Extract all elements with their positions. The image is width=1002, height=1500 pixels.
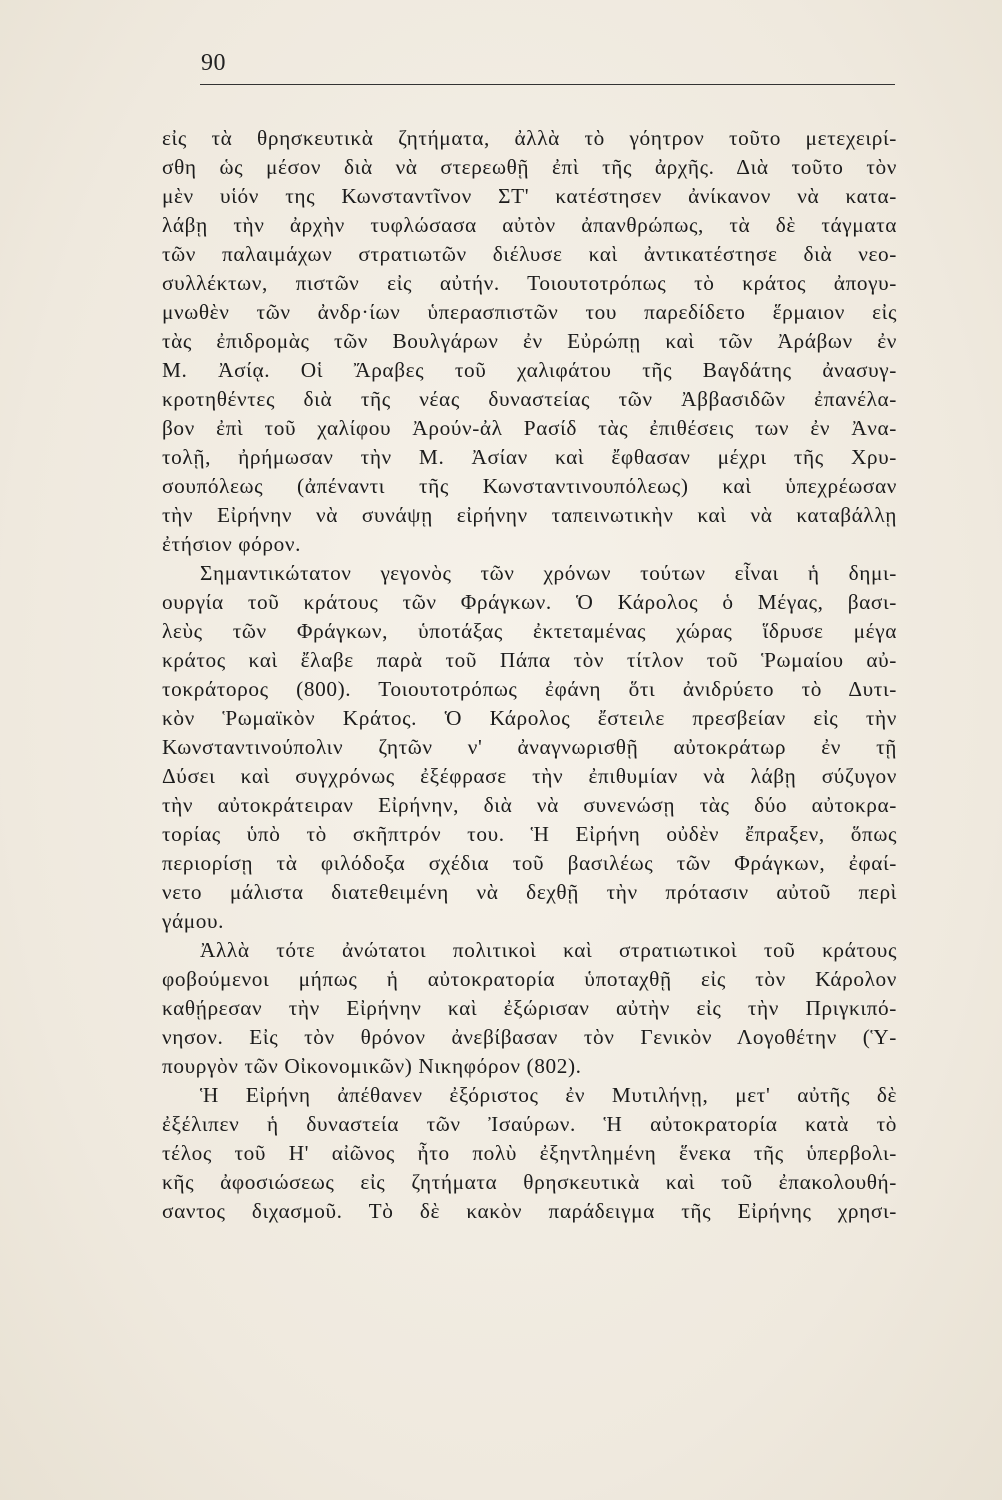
text-line: Δύσει καὶ συγχρόνως ἐξέφρασε τὴν ἐπιθυμίαν νὰ λάβῃ σύζυγον	[162, 764, 897, 788]
text-line: ουργία τοῦ κράτους τῶν Φράγκων. Ὁ Κάρολος ὁ Μέγας, βασι-	[162, 590, 897, 614]
text-line: Ἀλλὰ τότε ἀνώτατοι πολιτικοὶ καὶ στρατιωτικοὶ τοῦ κράτους	[200, 938, 897, 962]
text-line: γάμου.	[162, 909, 225, 933]
text-line: σαντος διχασμοῦ. Τὸ δὲ κακὸν παράδειγμα τῆς Εἰρήνης χρησι-	[162, 1199, 897, 1223]
text-line: λεὺς τῶν Φράγκων, ὑποτάξας ἐκτεταμένας χώρας ἵδρυσε μέγα	[162, 619, 897, 643]
text-line: κροτηθέντες διὰ τῆς νέας δυναστείας τῶν Ἀββασιδῶν ἐπανέλα-	[162, 387, 897, 411]
page-number: 90	[201, 50, 226, 76]
text-line: νησον. Εἰς τὸν θρόνον ἀνεβίβασαν τὸν Γενικὸν Λογοθέτην (Ὑ-	[162, 1025, 897, 1049]
text-line: τὴν αὐτοκράτειραν Εἰρήνην, διὰ νὰ συνενώσῃ τὰς δύο αὐτοκρα-	[162, 793, 897, 817]
paragraph-2	[162, 559, 897, 936]
text-line: τορίας ὑπὸ τὸ σκῆπτρόν του. Ἡ Εἰρήνη οὐδὲν ἔπραξεν, ὅπως	[162, 822, 897, 846]
text-line: τὰς ἐπιδρομὰς τῶν Βουλγάρων ἐν Εὐρώπῃ καὶ τῶν Ἀράβων ἐν	[162, 329, 897, 353]
text-line: σθη ὡς μέσον διὰ νὰ στερεωθῇ ἐπὶ τῆς ἀρχῆς. Διὰ τοῦτο τὸν	[162, 155, 897, 179]
text-line: Κωνσταντινούπολιν ζητῶν ν' ἀναγνωρισθῇ αὐτοκράτωρ ἐν τῇ	[162, 735, 897, 759]
text-line: συλλέκτων, πιστῶν εἰς αὐτήν. Τοιουτοτρόπως τὸ κράτος ἀπογυ-	[162, 271, 897, 295]
text-line: τοκράτορος (800). Τοιουτοτρόπως ἐφάνη ὅτι ἀνιδρύετο τὸ Δυτι-	[162, 677, 897, 701]
paragraph-3	[162, 936, 897, 1081]
text-line: ἐτήσιον φόρον.	[162, 532, 302, 556]
text-line: ἐξέλιπεν ἡ δυναστεία τῶν Ἰσαύρων. Ἡ αὐτοκρατορία κατὰ τὸ	[162, 1112, 897, 1136]
text-line: βον ἐπὶ τοῦ χαλίφου Ἀρούν-ἀλ Ρασίδ τὰς ἐπιθέσεις των ἐν Ἀνα-	[162, 416, 897, 440]
text-line: εἰς τὰ θρησκευτικὰ ζητήματα, ἀλλὰ τὸ γόητρον τοῦτο μετεχειρί-	[162, 126, 897, 150]
text-line: περιορίσῃ τὰ φιλόδοξα σχέδια τοῦ βασιλέως τῶν Φράγκων, ἐφαί-	[162, 851, 897, 875]
text-line: λάβῃ τὴν ἀρχὴν τυφλώσασα αὐτὸν ἀπανθρώπως, τὰ δὲ τάγματα	[162, 213, 897, 237]
text-line: κράτος καὶ ἔλαβε παρὰ τοῦ Πάπα τὸν τίτλον τοῦ Ῥωμαίου αὐ-	[162, 648, 897, 672]
text-line: φοβούμενοι μήπως ἡ αὐτοκρατορία ὑποταχθῇ εἰς τὸν Κάρολον	[162, 967, 897, 991]
header-rule	[200, 84, 895, 85]
paragraph-4	[162, 1081, 897, 1226]
text-line: μνωθὲν τῶν ἀνδρ·ίων ὑπερασπιστῶν του παρεδίδετο ἕρμαιον εἰς	[162, 300, 897, 324]
text-line: νετο μάλιστα διατεθειμένη νὰ δεχθῇ τὴν πρότασιν αὐτοῦ περὶ	[162, 880, 897, 904]
text-line: πουργὸν τῶν Οἰκονομικῶν) Νικηφόρον (802).	[162, 1054, 582, 1078]
body-text	[162, 124, 897, 1226]
text-line: καθῄρεσαν τὴν Εἰρήνην καὶ ἐξώρισαν αὐτὴν εἰς τὴν Πριγκιπό-	[162, 996, 897, 1020]
text-line: μὲν υἱόν της Κωνσταντῖνον ΣΤ' κατέστησεν ἀνίκανον νὰ κατα-	[162, 184, 897, 208]
text-line: κῆς ἀφοσιώσεως εἰς ζητήματα θρησκευτικὰ καὶ τοῦ ἐπακολουθή-	[162, 1170, 897, 1194]
text-line: Σημαντικώτατον γεγονὸς τῶν χρόνων τούτων εἶναι ἡ δημι-	[200, 561, 897, 585]
text-line: τολῇ, ἠρήμωσαν τὴν Μ. Ἀσίαν καὶ ἔφθασαν μέχρι τῆς Χρυ-	[162, 445, 897, 469]
paragraph-1	[162, 124, 897, 559]
text-line: τὴν Εἰρήνην νὰ συνάψῃ εἰρήνην ταπεινωτικὴν καὶ νὰ καταβάλλῃ	[162, 503, 897, 527]
text-line: κὸν Ῥωμαϊκὸν Κράτος. Ὁ Κάρολος ἔστειλε πρεσβείαν εἰς τὴν	[162, 706, 897, 730]
text-line: Ἡ Εἰρήνη ἀπέθανεν ἐξόριστος ἐν Μυτιλήνῃ, μετ' αὐτῆς δὲ	[200, 1083, 897, 1107]
text-line: τέλος τοῦ Η' αἰῶνος ἦτο πολὺ ἐξηντλημένη ἕνεκα τῆς ὑπερβολι-	[162, 1141, 897, 1165]
text-line: σουπόλεως (ἀπέναντι τῆς Κωνσταντινουπόλεως) καὶ ὑπεχρέωσαν	[162, 474, 897, 498]
text-line: Μ. Ἀσίᾳ. Οἱ Ἄραβες τοῦ χαλιφάτου τῆς Βαγδάτης ἀνασυγ-	[162, 358, 897, 382]
text-line: τῶν παλαιμάχων στρατιωτῶν διέλυσε καὶ ἀντικατέστησε διὰ νεο-	[162, 242, 897, 266]
